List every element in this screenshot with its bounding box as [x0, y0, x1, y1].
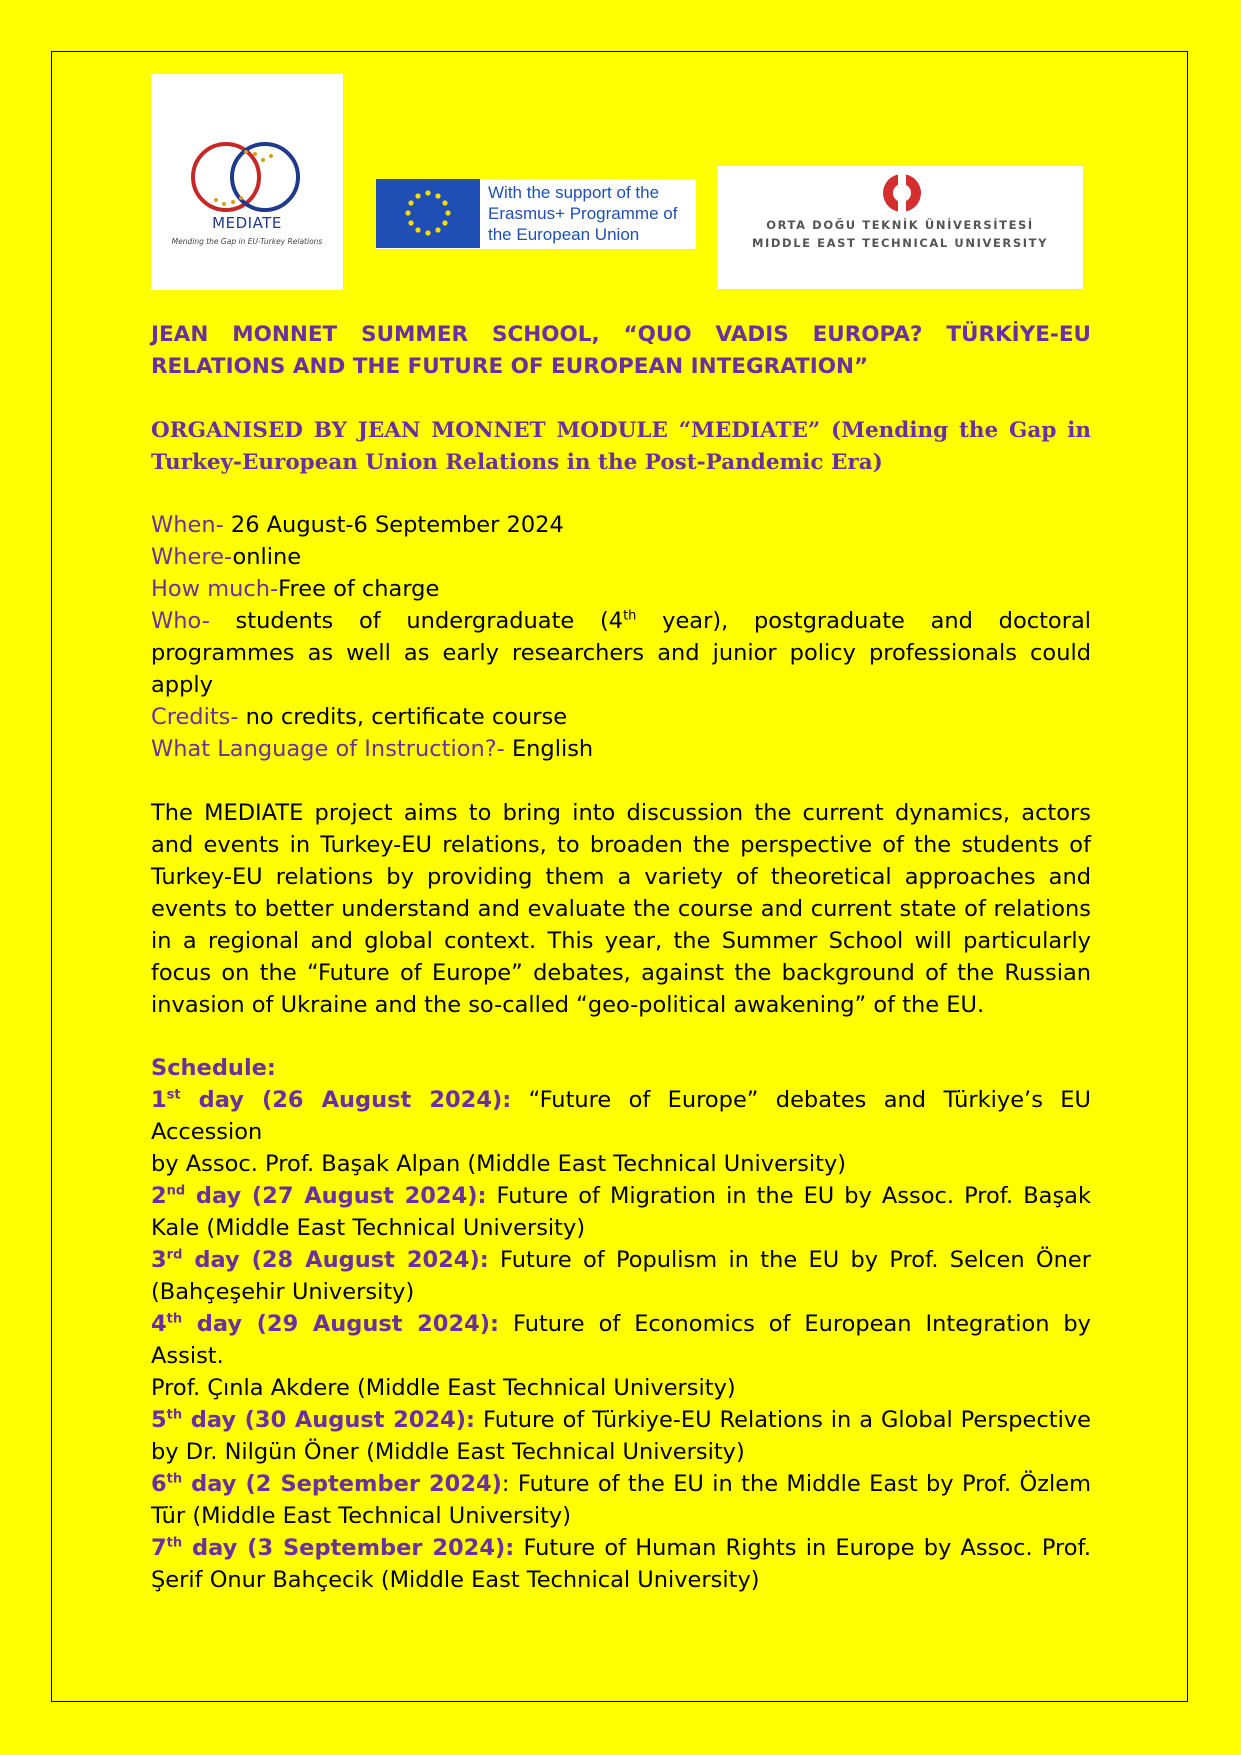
schedule-topic-rest: by Assoc. Prof. Başak Alpan (Middle East Technical University): [151, 1151, 847, 1177]
info-who-sup: th: [623, 608, 637, 624]
document-content: [151, 74, 1091, 1596]
schedule-day: [151, 1183, 487, 1209]
schedule-topic-start: “Future of Europe” debates and Türkiye’s EU Accession: [151, 1087, 1091, 1145]
schedule-topic-rest: Prof. Çınla Akdere (Middle East Technical University): [151, 1375, 736, 1401]
schedule-item: [151, 1532, 1091, 1596]
event-title: [151, 319, 1091, 383]
schedule-day: [151, 1311, 499, 1337]
schedule-item: [151, 1468, 1091, 1532]
schedule-item-num: 4: [151, 1311, 167, 1337]
erasmus-support-text: With the support of the Erasmus+ Programme of the European Union: [488, 183, 678, 244]
schedule-topic-start: Future of Populism in the EU by Prof. Selcen Öner: [488, 1247, 1091, 1273]
schedule-item: [151, 1308, 1091, 1404]
logo-row: [151, 74, 1091, 291]
schedule-item: [151, 1244, 1091, 1308]
info-cost-value: Free of charge: [278, 576, 440, 602]
info-when-label: When-: [151, 512, 224, 538]
info-when-value: 26 August-6 September 2024: [223, 512, 564, 538]
schedule-day: [151, 1471, 502, 1497]
metu-emblem-icon: [877, 172, 927, 216]
info-language-label: What Language of Instruction?-: [151, 736, 505, 762]
organiser-heading: [151, 415, 1091, 479]
schedule-topic-rest: (Bahçeşehir University): [151, 1279, 415, 1305]
schedule-list: [151, 1084, 1091, 1596]
mediate-logo-name: MEDIATE: [212, 214, 282, 232]
schedule-item-day: day (26 August 2024):: [180, 1087, 512, 1113]
schedule-item-day: day (28 August 2024):: [182, 1247, 489, 1273]
info-credits: [151, 701, 1091, 733]
schedule-day: [151, 1247, 489, 1273]
schedule-item-num: 3: [151, 1247, 167, 1273]
schedule-topic-rest: Tür (Middle East Technical University): [151, 1503, 572, 1529]
schedule-topic-rest: by Dr. Nilgün Öner (Middle East Technical University): [151, 1439, 745, 1465]
schedule-item-num: 5: [151, 1407, 167, 1433]
info-language-value: English: [504, 736, 594, 762]
schedule-day: [151, 1407, 475, 1433]
event-title-line1: JEAN MONNET SUMMER SCHOOL, “QUO VADIS EUROPA? TÜRKİYE-EU: [151, 322, 1091, 347]
schedule-item-sup: st: [166, 1087, 181, 1103]
schedule-item-num: 2: [151, 1183, 167, 1209]
schedule-item-day: day (29 August 2024):: [182, 1311, 500, 1337]
info-where-label: Where-: [151, 544, 233, 570]
info-cost-label: How much-: [151, 576, 279, 602]
info-cost: [151, 573, 1091, 605]
info-language: [151, 733, 1091, 765]
info-who-label: Who-: [151, 608, 210, 634]
schedule-item-sup: nd: [166, 1183, 186, 1199]
project-description: The MEDIATE project aims to bring into discussion the current dynamics, actors and events in Turkey-EU relations, to broaden the perspective of the students of Turkey-EU relations by providing them a variety of theoretical approaches and events to better understand and evaluate the course and current state of relations in a regional and global context. This year, the Summer School will particularly focus on the “Future of Europe” debates, against the background of the Russian invasion of Ukraine and the so-called “geo-political awakening” of the EU.: [151, 800, 1091, 1018]
mediate-logo: [151, 74, 343, 290]
schedule-item: [151, 1084, 1091, 1180]
info-when: [151, 509, 1091, 541]
schedule-topic-start: Future of Türkiye-EU Relations in a Global Perspective: [475, 1407, 1091, 1433]
schedule-item: [151, 1404, 1091, 1468]
schedule-topic-start: Future of Migration in the EU by Assoc. Prof. Başak: [486, 1183, 1091, 1209]
schedule: [151, 1052, 1091, 1596]
organiser-heading-line1: ORGANISED BY JEAN MONNET MODULE “MEDIATE” (Mending the Gap in: [151, 418, 1091, 443]
info-where: [151, 541, 1091, 573]
metu-logo: [717, 166, 1083, 289]
schedule-item-sup: th: [166, 1311, 183, 1327]
schedule-item-day: day (3 September 2024):: [182, 1535, 515, 1561]
info-who-text-start: students of undergraduate (4: [209, 608, 624, 634]
info-where-value: online: [232, 544, 302, 570]
organiser-heading-line2: Turkey-European Union Relations in the Post-Pandemic Era): [151, 450, 883, 475]
info-who: [151, 605, 1091, 701]
schedule-item-day: day (30 August 2024):: [182, 1407, 476, 1433]
mediate-rings-icon: [151, 74, 343, 214]
info-who-text-mid: year), postgraduate and doctoral: [636, 608, 1091, 634]
eu-flag-icon: [376, 179, 480, 248]
schedule-topic-start: Future of Economics of European Integration by Assist.: [151, 1311, 1091, 1369]
schedule-item-num: 6: [151, 1471, 167, 1497]
mediate-logo-tagline: Mending the Gap in EU-Turkey Relations: [171, 237, 323, 246]
info-who-text-rest: programmes as well as early researchers and junior policy professionals could apply: [151, 640, 1091, 698]
schedule-title: Schedule:: [151, 1055, 276, 1081]
metu-name-turkish: ORTA DOĞU TEKNİK ÜNİVERSİTESİ: [766, 218, 1034, 232]
schedule-topic-start: Future of Human Rights in Europe by Assoc. Prof.: [514, 1535, 1091, 1561]
schedule-topic-start: : Future of the EU in the Middle East by Prof. Özlem: [501, 1471, 1091, 1497]
schedule-item-sup: th: [166, 1471, 183, 1487]
schedule-item-day: day (27 August 2024):: [185, 1183, 487, 1209]
schedule-day: [151, 1087, 511, 1113]
erasmus-logo: [376, 179, 696, 249]
event-title-line2: RELATIONS AND THE FUTURE OF EUROPEAN INTEGRATION”: [151, 354, 869, 379]
info-credits-label: Credits-: [151, 704, 239, 730]
schedule-item: [151, 1180, 1091, 1244]
schedule-item-day: day (2 September 2024): [182, 1471, 502, 1497]
schedule-day: [151, 1535, 514, 1561]
schedule-item-num: 7: [151, 1535, 167, 1561]
schedule-item-sup: th: [166, 1407, 183, 1423]
schedule-topic-rest: Şerif Onur Bahçecik (Middle East Technical University): [151, 1567, 760, 1593]
schedule-item-num: 1: [151, 1087, 167, 1113]
schedule-item-sup: th: [166, 1535, 183, 1551]
info-credits-value: no credits, certificate course: [238, 704, 568, 730]
metu-name-english: MIDDLE EAST TECHNICAL UNIVERSITY: [751, 236, 1048, 250]
schedule-topic-rest: Kale (Middle East Technical University): [151, 1215, 586, 1241]
event-info: [151, 509, 1091, 765]
schedule-item-sup: rd: [166, 1247, 183, 1263]
